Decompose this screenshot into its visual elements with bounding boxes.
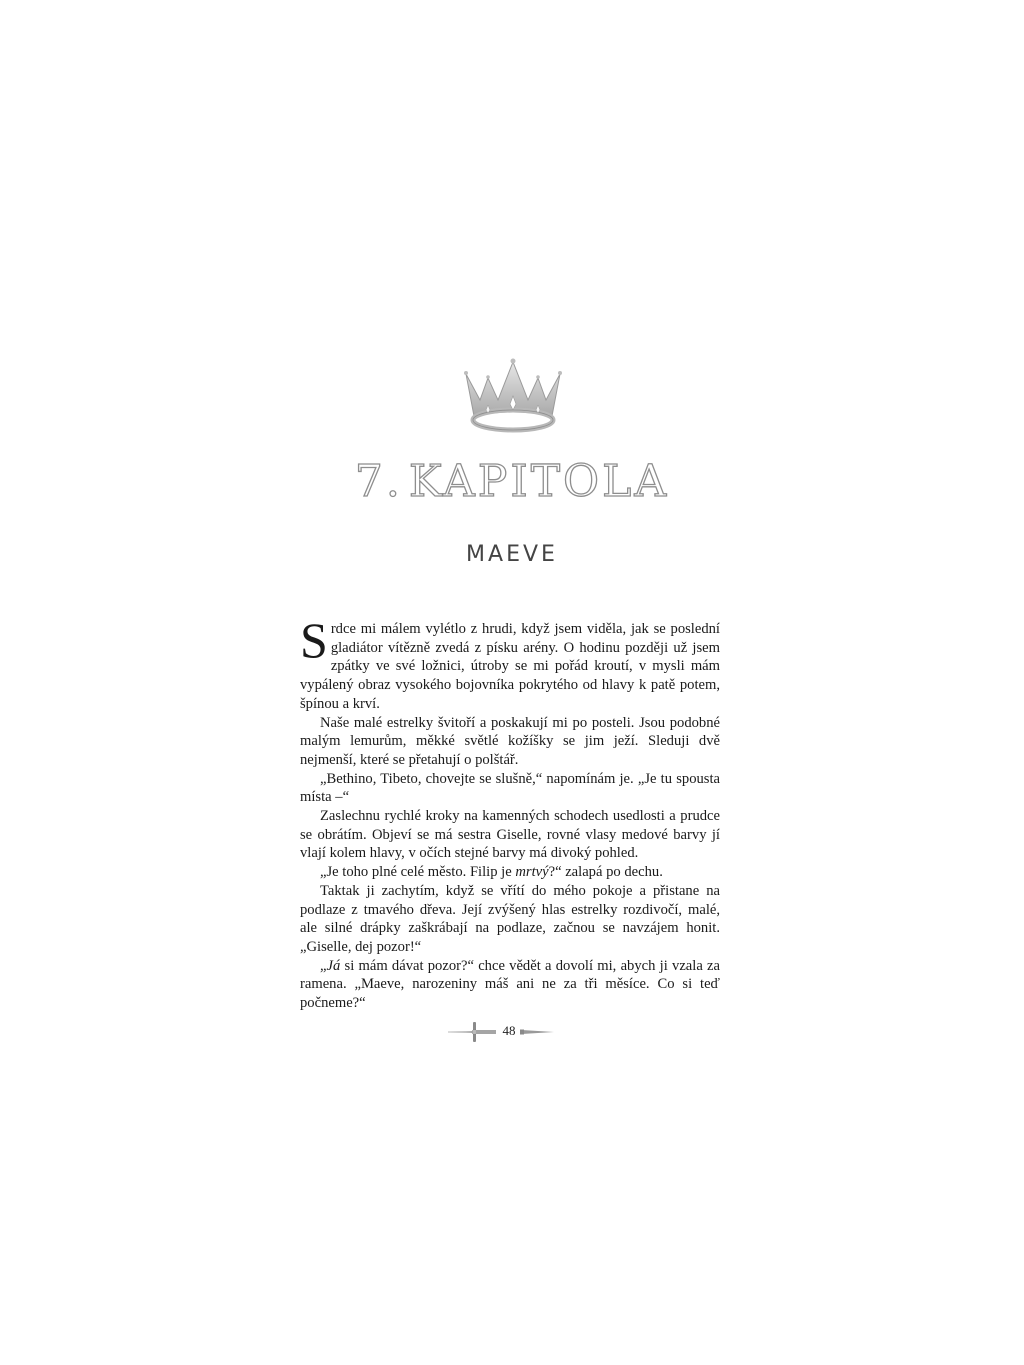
paragraph: Naše malé estrelky švitoří a poskakují mi po posteli. Jsou podobné malým lemurům, měkké světlé kožíšky se jim ježí. Sleduji dvě nejmenší, které se přetahují o polštář. [300,714,720,768]
chapter-label: KAPITOLA [408,456,670,507]
italic-run: Já [326,957,341,974]
crown-icon [458,356,568,436]
dropcap: S [300,612,328,668]
page-number: 48 [502,1023,516,1038]
text-run: „Je toho plné celé město. Filip je [320,864,516,881]
paragraph [300,957,720,1013]
italic-run: mrtvý [515,864,549,881]
paragraph: „Bethino, Tibeto, chovejte se slušně,“ napomínám je. „Je tu spousta místa –“ [300,770,720,806]
text-run: „ [320,957,327,974]
paragraph: Zaslechnu rychlé kroky na kamenných schodech usedlosti a prudce se obrátím. Objeví se má sestra Giselle, rovné vlasy medové barvy jí vlají kolem hlavy, v očích stejné barvy má divoký pohled. [300,808,720,862]
paragraph [300,863,720,882]
chapter-body [300,612,720,1013]
text-run: si mám dávat pozor?“ chce vědět a dovolí mi, abych ji vzala za ramena. „Maeve, narozeniny máš ani ne za tři měsíce. Co si teď počneme?“ [300,957,720,1012]
paragraph [300,612,720,714]
paragraph-text: rdce mi málem vylétlo z hrudi, když jsem viděla, jak se poslední gladiátor vítězně zvedá z písku arény. O hodinu později už jsem zpátky ve své ložnici, útroby se mi pořád kroutí, v mysli mám vypálený obraz vysokého bojovníka pokrytého od hlavy k patě potem, špínou a krví. [300,621,720,712]
chapter-title [0,452,1024,512]
text-run: ?“ zalapá po dechu. [548,864,663,881]
paragraph: Taktak ji zachytím, když se vřítí do mého pokoje a přistane na podlaze z tmavého dřeva. Její zvýšený hlas estrelky rozdivočí, malé, ale silné drápky zaškrábají na podlaze, začnou se navzájem honit. „Giselle, dej pozor!“ [300,882,720,955]
chapter-pov-name: MAEVE [466,542,558,567]
chapter-number: 7. [354,456,403,507]
